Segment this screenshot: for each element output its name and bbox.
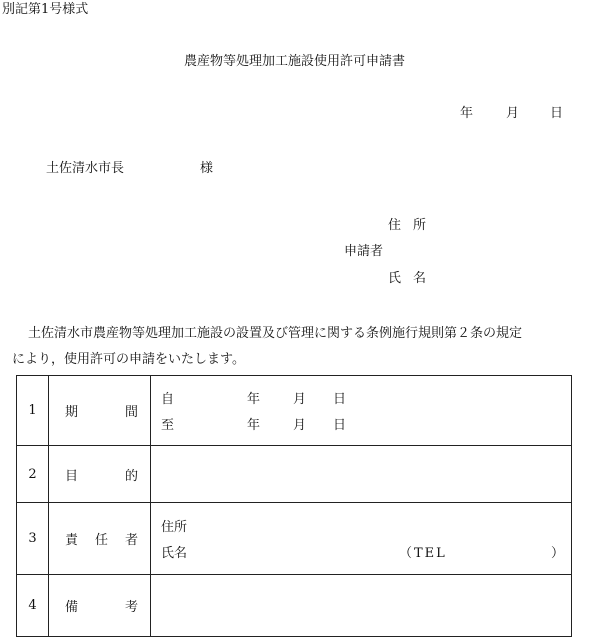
label-char: 考 (124, 600, 138, 615)
applicant-address-label: 住所 (388, 218, 439, 233)
date-month-label: 月 (506, 106, 520, 121)
table-row-purpose (17, 446, 572, 503)
tel-label: （TEL (399, 546, 447, 561)
table-row-responsible-person (17, 503, 572, 575)
label-char: 目 (65, 468, 79, 484)
date-day-label: 日 (550, 106, 564, 121)
label-char: 的 (124, 468, 138, 484)
responsible-person-field[interactable] (151, 503, 572, 575)
purpose-label (49, 446, 151, 503)
addressee-honorific: 様 (200, 161, 214, 176)
from-prefix: 自 (161, 392, 175, 407)
period-from-line (161, 385, 571, 411)
table-row-period (17, 376, 572, 446)
label-char: 備 (65, 600, 79, 615)
remarks-label (49, 575, 151, 637)
to-prefix: 至 (161, 418, 175, 433)
purpose-field[interactable] (151, 446, 572, 503)
statement-line-2: により，使用許可の申請をいたします。 (12, 352, 245, 367)
date-year-label: 年 (460, 106, 474, 121)
remarks-field[interactable] (151, 575, 572, 637)
row-number: 3 (17, 503, 49, 575)
to-year-label: 年 (247, 418, 261, 433)
applicant-role-label: 申請者 (344, 244, 384, 259)
applicant-name-label: 氏名 (388, 271, 439, 286)
from-day-label: 日 (333, 392, 347, 407)
form-number-label: 別記第1号様式 (2, 2, 89, 17)
label-char: 間 (124, 405, 138, 420)
application-statement (12, 321, 589, 373)
responsible-address-label: 住所 (161, 520, 188, 535)
date-line (460, 107, 563, 120)
label-char: 期 (65, 405, 79, 420)
label-char: 責 (65, 533, 79, 548)
statement-line-1: 土佐清水市農産物等処理加工施設の設置及び管理に関する条例施行規則第２条の規定 (28, 326, 523, 341)
row-number: 4 (17, 575, 49, 637)
period-label (49, 376, 151, 446)
to-month-label: 月 (293, 418, 307, 433)
addressee (46, 162, 213, 175)
row-number: 2 (17, 446, 49, 503)
period-field[interactable] (151, 376, 572, 446)
row-number: 1 (17, 376, 49, 446)
addressee-name: 土佐清水市長 (46, 161, 125, 176)
from-year-label: 年 (247, 392, 261, 407)
from-month-label: 月 (293, 392, 307, 407)
responsible-name-line (161, 539, 571, 565)
table-row-remarks (17, 575, 572, 637)
responsible-name-label: 氏名 (161, 546, 188, 561)
responsible-person-label (49, 503, 151, 575)
document-title: 農産物等処理加工施設使用許可申請書 (183, 54, 405, 69)
responsible-address-line (161, 513, 571, 539)
to-day-label: 日 (333, 418, 347, 433)
tel-close-paren: ） (551, 546, 565, 561)
period-to-line (161, 411, 571, 437)
label-char: 任 (94, 533, 108, 548)
label-char: 者 (124, 533, 138, 548)
application-details-table (16, 375, 572, 637)
